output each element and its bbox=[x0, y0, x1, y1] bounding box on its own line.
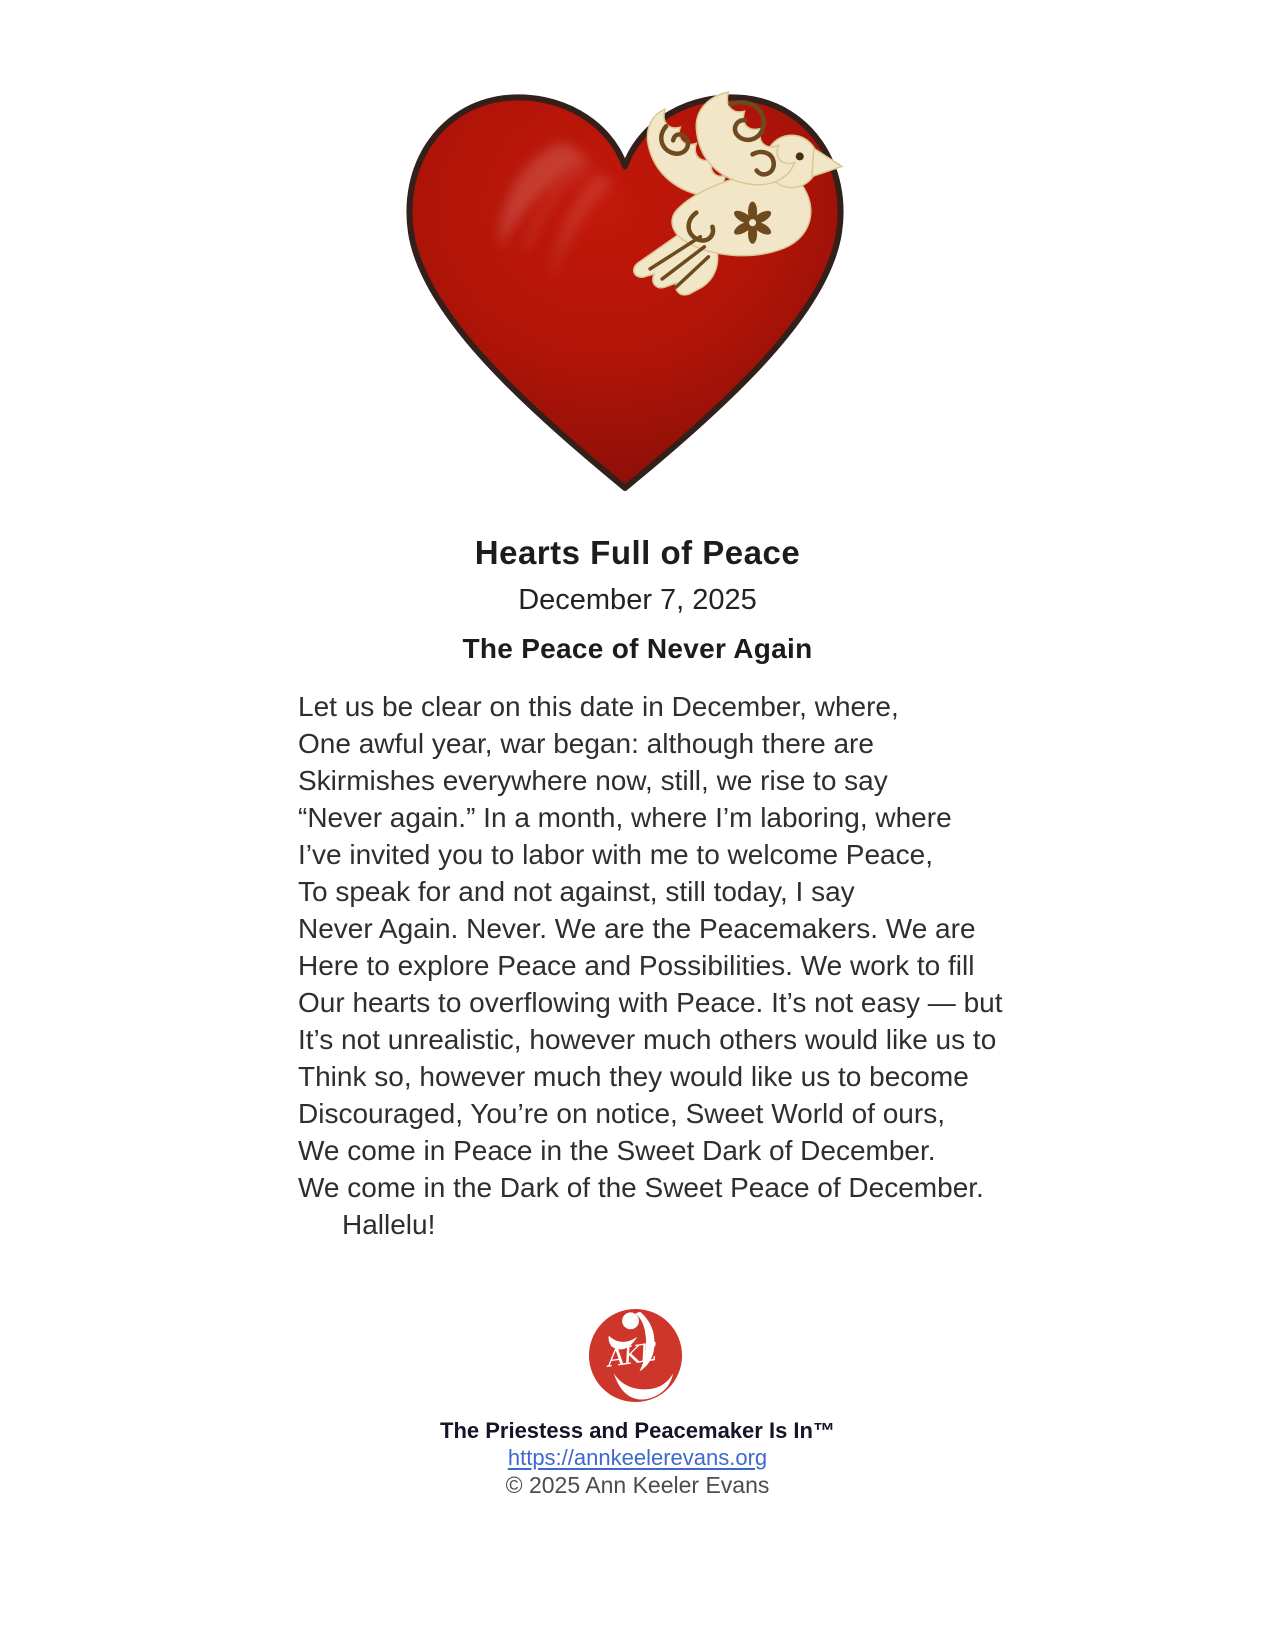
poem-body bbox=[298, 688, 1058, 1243]
poem-line: Think so, however much they would like us to become bbox=[298, 1061, 969, 1092]
poem-line: It’s not unrealistic, however much others would like us to bbox=[298, 1024, 997, 1055]
poem-line: Never Again. Never. We are the Peacemakers. We are bbox=[298, 913, 976, 944]
poem-line: Let us be clear on this date in December, where, bbox=[298, 691, 899, 722]
heart-dove-image bbox=[399, 84, 851, 496]
page-title: Hearts Full of Peace bbox=[474, 534, 801, 571]
poem-line: Our hearts to overflowing with Peace. It’s not easy — but bbox=[298, 987, 1003, 1018]
poem-line: “Never again.” In a month, where I’m laboring, where bbox=[298, 802, 952, 833]
heart-icon bbox=[399, 84, 851, 496]
poem-line: Discouraged, You’re on notice, Sweet World of ours, bbox=[298, 1098, 945, 1129]
footer-copyright: © 2025 Ann Keeler Evans bbox=[505, 1472, 770, 1498]
poem-line: We come in the Dark of the Sweet Peace of December. bbox=[298, 1172, 984, 1203]
poem-line: I’ve invited you to labor with me to welcome Peace, bbox=[298, 839, 933, 870]
poem-line-hallelu: Hallelu! bbox=[342, 1209, 436, 1240]
poem-line: We come in Peace in the Sweet Dark of December. bbox=[298, 1135, 936, 1166]
ake-logo bbox=[586, 1306, 685, 1405]
poem-line: One awful year, war began: although there are bbox=[298, 728, 874, 759]
logo-monogram-text: AKE bbox=[605, 1337, 658, 1373]
poem-line: Here to explore Peace and Possibilities. We work to fill bbox=[298, 950, 975, 981]
footer-link-row bbox=[0, 1444, 1275, 1474]
poem-line: Skirmishes everywhere now, still, we rise to say bbox=[298, 765, 888, 796]
poem-line: To speak for and not against, still today, I say bbox=[298, 876, 855, 907]
date-line: December 7, 2025 bbox=[518, 584, 757, 616]
website-link[interactable]: https://annkeelerevans.org bbox=[507, 1445, 768, 1470]
poem-title: The Peace of Never Again bbox=[462, 633, 813, 664]
ake-logo-icon bbox=[586, 1306, 685, 1405]
footer-tagline: The Priestess and Peacemaker Is In™ bbox=[440, 1418, 835, 1443]
